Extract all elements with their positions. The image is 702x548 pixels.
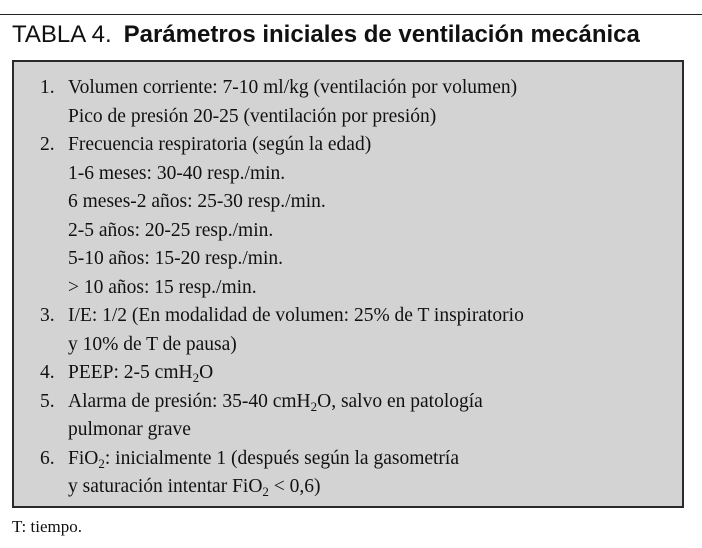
- item-text: pulmonar grave: [68, 419, 191, 440]
- item-number: 6.: [40, 447, 55, 469]
- list-item-line: [14, 103, 686, 132]
- item-text: 6 meses-2 años: 25-30 resp./min.: [68, 191, 326, 212]
- list-item-line: [14, 245, 686, 274]
- list-item-line: [14, 473, 686, 502]
- item-text: Alarma de presión: 35-40 cmH$_2$O, salvo en patología: [68, 390, 483, 414]
- item-text: y saturación intentar FiO$_2$ < 0,6): [68, 476, 321, 499]
- list-item-line: [14, 74, 686, 103]
- item-number: 2.: [40, 134, 55, 155]
- item-number: 5.: [40, 390, 55, 412]
- item-text: 5-10 años: 15-20 resp./min.: [68, 248, 284, 269]
- list-item-line: [14, 131, 686, 160]
- list-item-line: [14, 331, 686, 360]
- table-title: [12, 20, 640, 50]
- table-heading: Parámetros iniciales de ventilación mecánica: [123, 21, 640, 48]
- item-text: Volumen corriente: 7-10 ml/kg (ventilación por volumen): [68, 77, 518, 98]
- item-text: Pico de presión 20-25 (ventilación por presión): [68, 105, 437, 127]
- table-number: TABLA 4.: [12, 21, 112, 48]
- parameters-list: [14, 74, 686, 502]
- item-number: 1.: [40, 77, 55, 98]
- item-text: FiO$_2$: inicialmente 1 (después según la gasometría: [68, 447, 460, 471]
- list-item-line: [14, 274, 686, 303]
- item-text: 1-6 meses: 30-40 resp./min.: [68, 162, 286, 184]
- list-item-line: [14, 188, 686, 217]
- item-text: PEEP: 2-5 cmH$_2$O: [68, 362, 214, 385]
- item-text: > 10 años: 15 resp./min.: [68, 276, 257, 298]
- item-text: Frecuencia respiratoria (según la edad): [68, 134, 372, 155]
- item-text: I/E: 1/2 (En modalidad de volumen: 25% de T inspiratorio: [68, 305, 524, 326]
- item-number: 3.: [40, 305, 55, 326]
- item-text: 2-5 años: 20-25 resp./min.: [68, 219, 274, 241]
- footnote: T: tiempo.: [12, 517, 82, 536]
- list-item-line: [14, 359, 686, 388]
- parameters-panel: [12, 60, 684, 508]
- list-item-line: [14, 445, 686, 474]
- item-text: y 10% de T de pausa): [68, 333, 237, 355]
- list-item-line: [14, 217, 686, 246]
- list-item-line: [14, 160, 686, 189]
- list-item-line: [14, 388, 686, 417]
- list-item-line: [14, 302, 686, 331]
- item-number: 4.: [40, 362, 55, 383]
- list-item-line: [14, 416, 686, 445]
